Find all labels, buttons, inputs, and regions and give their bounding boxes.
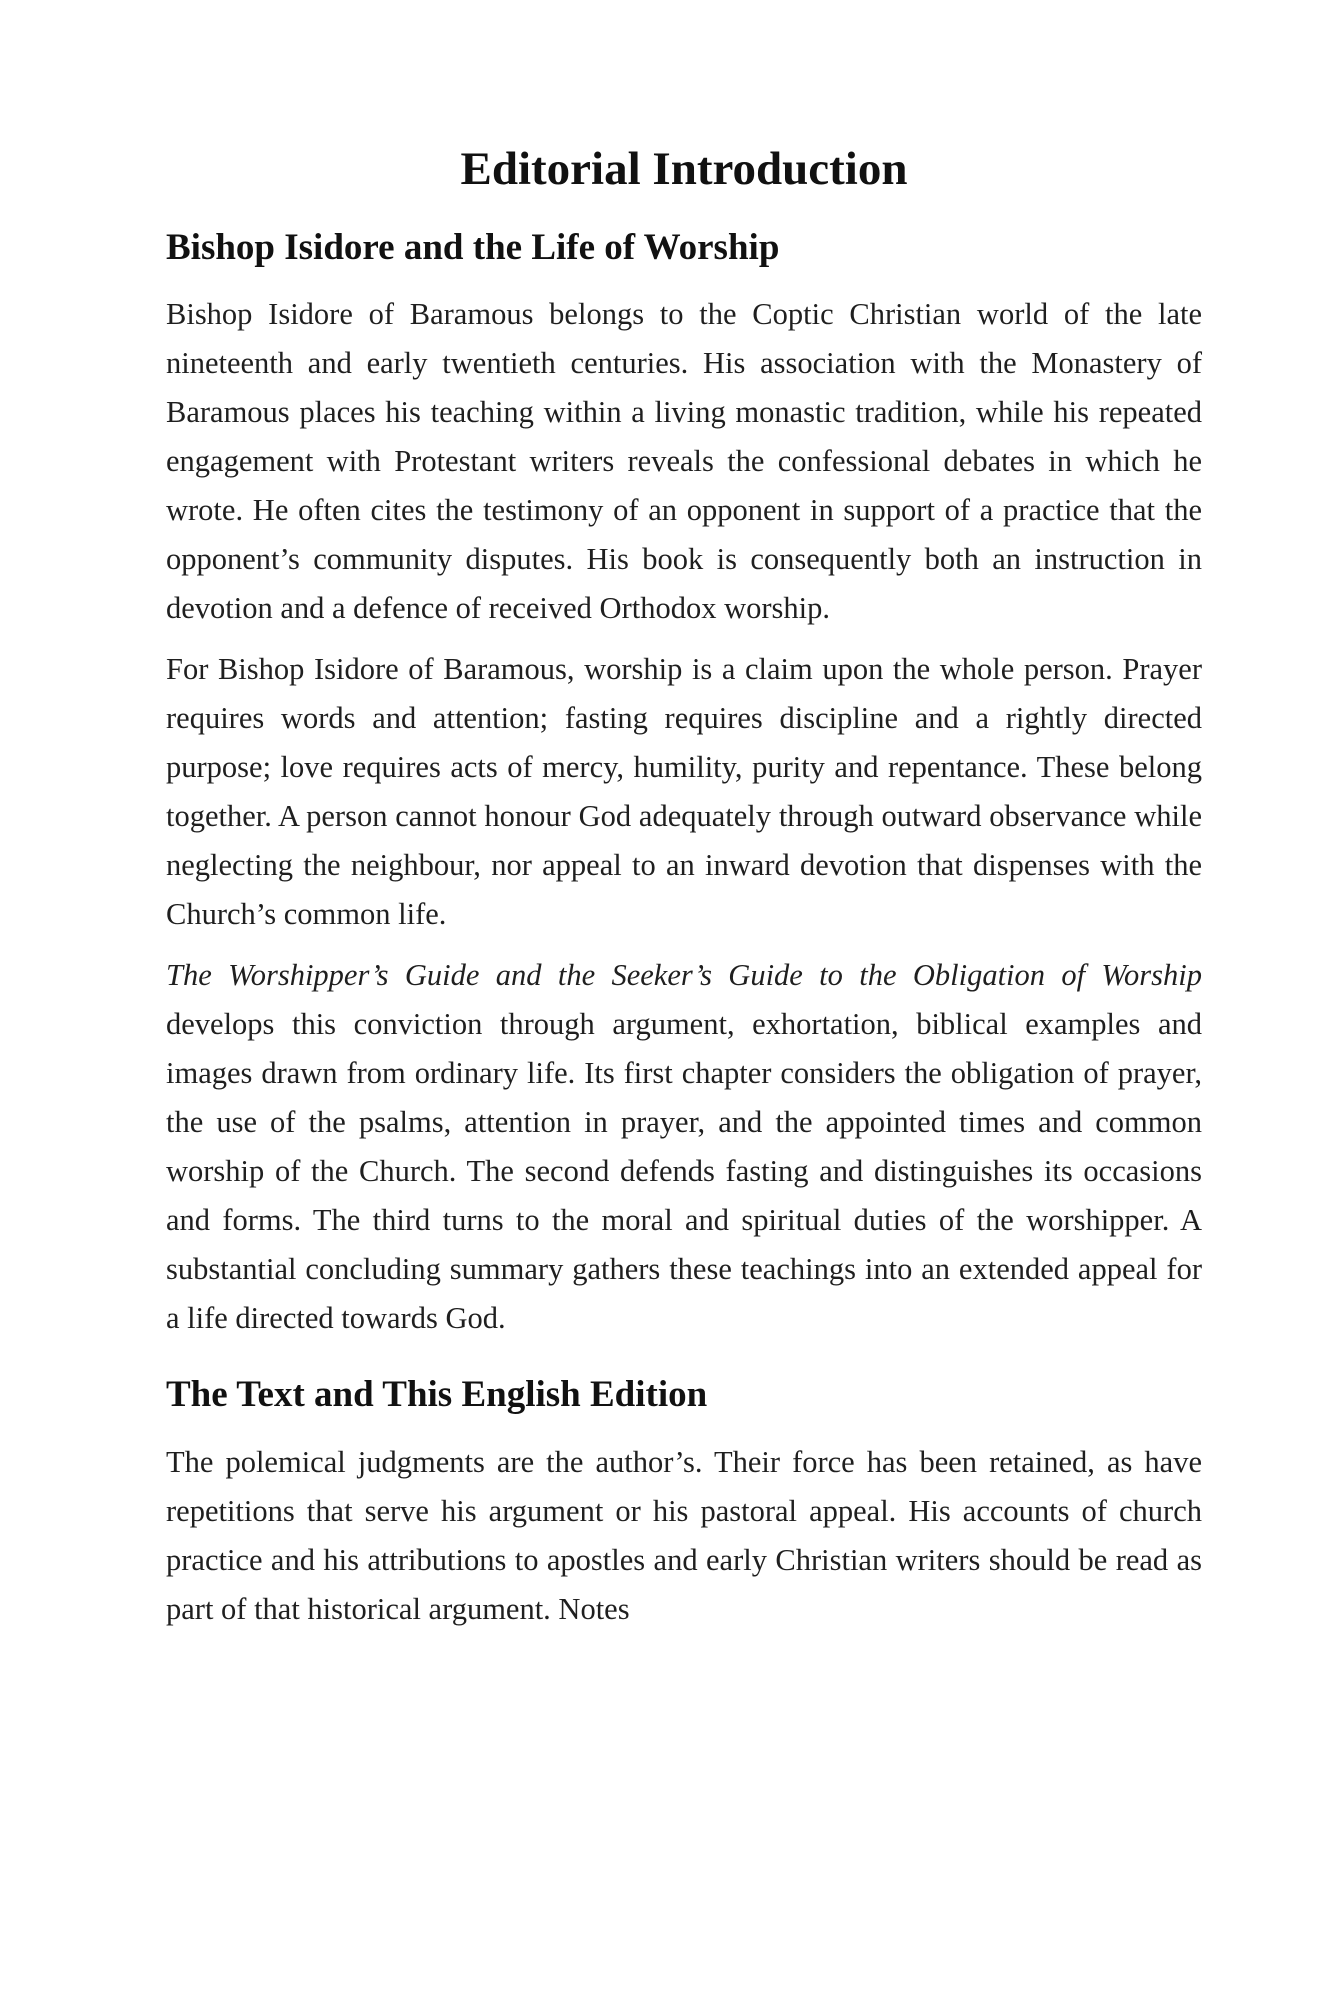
section-heading-text-edition: The Text and This English Edition [166, 1374, 708, 1416]
page-title: Editorial Introduction [460, 143, 908, 195]
page-content [166, 142, 1202, 1646]
section-heading-bishop-isidore: Bishop Isidore and the Life of Worship [166, 227, 780, 269]
paragraph-4: The polemical judgments are the author’s. Their force has been retained, as have repetitions that serve his argument or his pastoral appeal. His accounts of church practice and his attributions to apostles and early Christian writers should be read as part of that historical argument. Notes [166, 1444, 1202, 1626]
paragraph-1: Bishop Isidore of Baramous belongs to the Coptic Christian world of the late nineteenth and early twentieth centuries. His association with the Monastery of Baramous places his teaching within a living monastic tradition, while his repeated engagement with Protestant writers reveals the confessional debates in which he wrote. He often cites the testimony of an opponent in support of a practice that the opponent’s community disputes. His book is consequently both an instruction in devotion and a defence of received Orthodox worship. [166, 297, 1202, 626]
paragraph-3 [166, 951, 1202, 1343]
book-title-italic: The Worshipper’s Guide and the Seeker’s Guide to the Obligation of Worship [166, 958, 1202, 993]
paragraph-3-text: develops this conviction through argument, exhortation, biblical examples and images drawn from ordinary life. Its first chapter considers the obligation of prayer, the use of the psalms, attention in prayer, and the appointed times and common worship of the Church. The second defends fasting and distinguishes its occasions and forms. The third turns to the moral and spiritual duties of the worshipper. A substantial concluding summary gathers these teachings into an extended appeal for a life directed towards God. [166, 1007, 1202, 1336]
paragraph-2: For Bishop Isidore of Baramous, worship is a claim upon the whole person. Prayer requires words and attention; fasting requires discipline and a rightly directed purpose; love requires acts of mercy, humility, purity and repentance. These belong together. A person cannot honour God adequately through outward observance while neglecting the neighbour, nor appeal to an inward devotion that dispenses with the Church’s common life. [166, 652, 1202, 932]
